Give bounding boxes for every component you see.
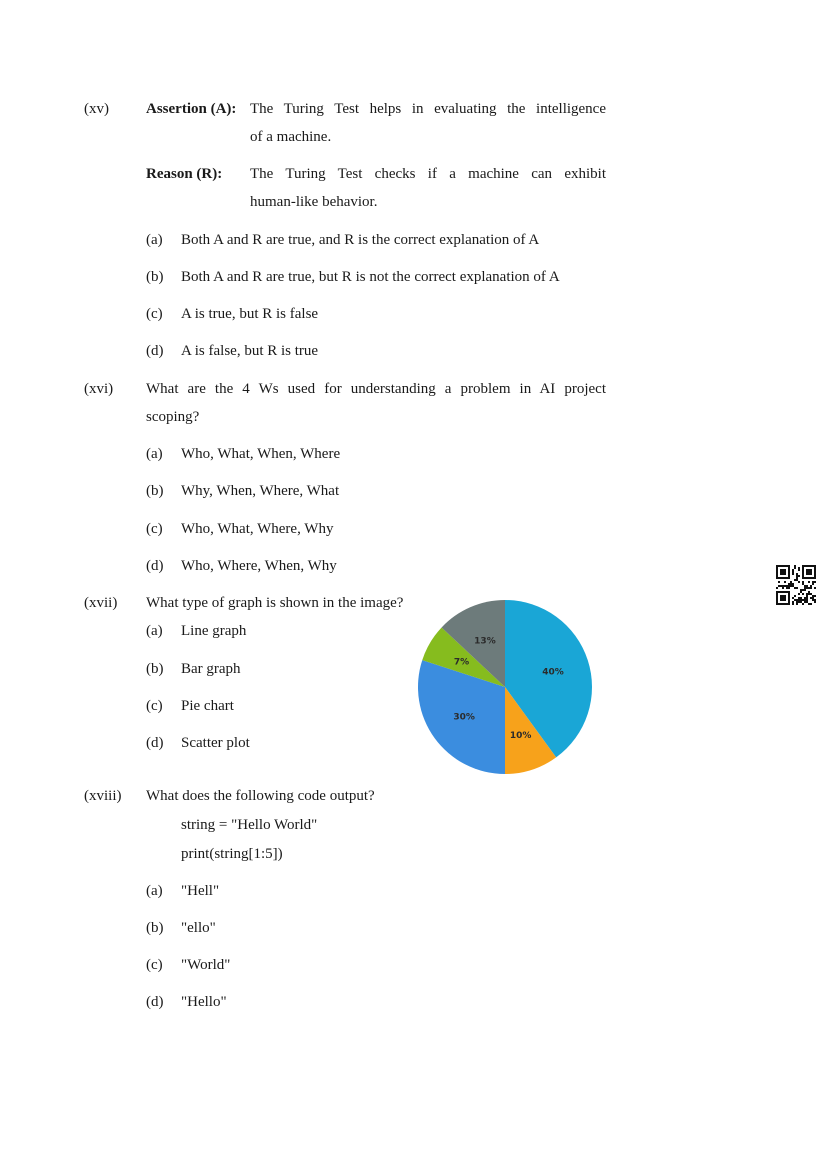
code-line: string = "Hello World" [181, 817, 318, 833]
option-text: "Hell" [181, 883, 220, 899]
option-text: Both A and R are true, but R is not the correct explanation of A [181, 269, 560, 285]
option-text: A is true, but R is false [181, 306, 319, 322]
option-letter: (a) [146, 446, 163, 462]
option-letter: (d) [146, 994, 164, 1010]
option-letter: (b) [146, 269, 164, 285]
option-text: Both A and R are true, and R is the correct explanation of A [181, 232, 540, 248]
option-text: Line graph [181, 623, 247, 639]
option-letter: (b) [146, 483, 164, 499]
option-letter: (a) [146, 232, 163, 248]
option-letter: (c) [146, 957, 163, 973]
option-text: "World" [181, 957, 231, 973]
option-letter: (c) [146, 521, 163, 537]
option-text: Why, When, Where, What [181, 483, 340, 499]
option-letter: (d) [146, 735, 164, 751]
option-text: Who, Where, When, Why [181, 558, 337, 574]
option-text: "Hello" [181, 994, 227, 1010]
option-letter: (d) [146, 343, 164, 359]
option-letter: (a) [146, 623, 163, 639]
option-text: Bar graph [181, 661, 241, 677]
code-line: print(string[1:5]) [181, 846, 283, 862]
pie-slice-label: 30% [453, 712, 475, 723]
option-letter: (c) [146, 698, 163, 714]
option-letter: (a) [146, 883, 163, 899]
question-number: (xvi) [84, 381, 114, 397]
reason-label: Reason (R): [146, 166, 223, 182]
assertion-text-line-1: The Turing Test helps in evaluating the intelligence [250, 101, 606, 117]
question-text-line-1: What are the 4 Ws used for understanding a problem in AI project [146, 381, 606, 397]
option-text: Who, What, Where, Why [181, 521, 334, 537]
option-letter: (d) [146, 558, 164, 574]
pie-slice-label: 7% [453, 657, 470, 668]
reason-text-line-1: The Turing Test checks if a machine can exhibit [250, 166, 606, 182]
reason-text-line-2: human-like behavior. [250, 194, 378, 210]
pie-slice-label: 10% [509, 730, 532, 741]
pie-chart [416, 598, 594, 776]
qr-code-icon [776, 565, 816, 605]
option-letter: (b) [146, 661, 164, 677]
question-text: What does the following code output? [146, 788, 375, 804]
option-text: A is false, but R is true [181, 343, 319, 359]
question-text: What type of graph is shown in the image? [146, 595, 404, 611]
option-text: Pie chart [181, 698, 234, 714]
option-letter: (b) [146, 920, 164, 936]
question-number: (xvii) [84, 595, 118, 611]
question-number: (xv) [84, 101, 109, 117]
pie-slice-label: 40% [542, 667, 564, 678]
option-text: "ello" [181, 920, 216, 936]
question-number: (xviii) [84, 788, 122, 804]
assertion-label: Assertion (A): [146, 101, 237, 117]
pie-slice-label: 13% [474, 636, 496, 647]
option-text: Scatter plot [181, 735, 250, 751]
option-letter: (c) [146, 306, 163, 322]
question-text-line-2: scoping? [146, 409, 200, 425]
option-text: Who, What, When, Where [181, 446, 341, 462]
assertion-text-line-2: of a machine. [250, 129, 332, 145]
